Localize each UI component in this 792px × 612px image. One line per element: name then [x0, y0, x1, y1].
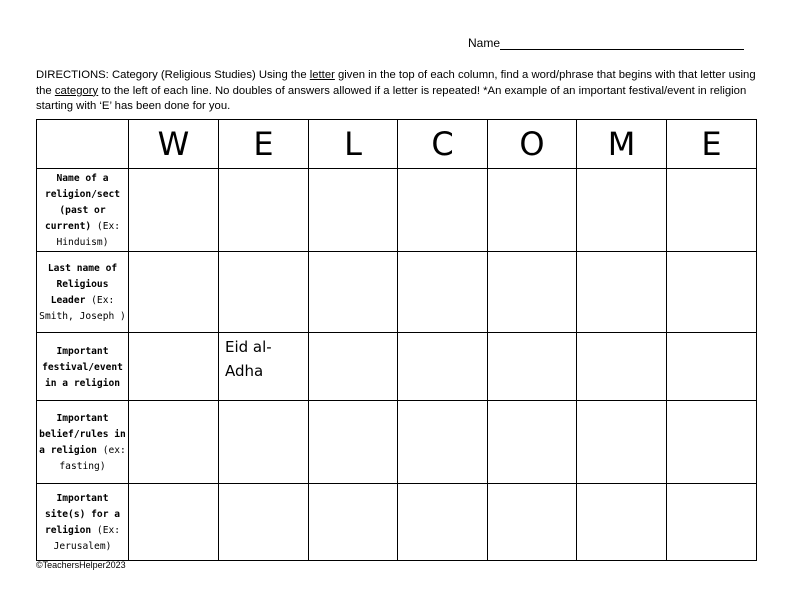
- answer-cell[interactable]: [398, 169, 488, 252]
- letter-header: L: [309, 120, 398, 169]
- letter-header: C: [398, 120, 488, 169]
- answer-cell[interactable]: [129, 333, 219, 401]
- answer-cell[interactable]: [488, 401, 577, 484]
- directions-text-3: to the left of each line. No doubles of answers allowed if a letter is repeated! *An example of an important festival/event in religion starting with ‘E’ has been done for you.: [36, 84, 747, 112]
- directions-underline-category: category: [54, 84, 99, 97]
- welcome-grid: [36, 119, 757, 561]
- answer-cell[interactable]: [129, 401, 219, 484]
- category-row: [37, 401, 757, 484]
- answer-cell[interactable]: [309, 401, 398, 484]
- answer-cell[interactable]: [577, 401, 667, 484]
- name-field[interactable]: [468, 36, 744, 50]
- category-label: Important belief/rules in a religion (ex: fasting): [37, 401, 129, 484]
- answer-cell[interactable]: [398, 484, 488, 561]
- answer-cell[interactable]: [309, 169, 398, 252]
- example-answer[interactable]: Eid al-Adha: [219, 333, 309, 401]
- answer-cell[interactable]: [488, 169, 577, 252]
- answer-cell[interactable]: [398, 333, 488, 401]
- answer-cell[interactable]: [129, 252, 219, 333]
- category-row: [37, 252, 757, 333]
- answer-cell[interactable]: [219, 169, 309, 252]
- answer-cell[interactable]: [667, 333, 757, 401]
- answer-cell[interactable]: [309, 333, 398, 401]
- letter-header: W: [129, 120, 219, 169]
- answer-cell[interactable]: [309, 484, 398, 561]
- answer-cell[interactable]: [219, 484, 309, 561]
- answer-cell[interactable]: [667, 252, 757, 333]
- answer-cell[interactable]: [577, 169, 667, 252]
- category-row: [37, 484, 757, 561]
- answer-cell[interactable]: [577, 333, 667, 401]
- directions-underline-letter: letter: [309, 69, 335, 81]
- answer-cell[interactable]: [667, 169, 757, 252]
- category-row: [37, 333, 757, 401]
- category-label: Last name of Religious Leader (Ex: Smith, Joseph ): [37, 252, 129, 333]
- answer-cell[interactable]: [488, 484, 577, 561]
- answer-cell[interactable]: [219, 401, 309, 484]
- answer-cell[interactable]: [219, 252, 309, 333]
- directions: [36, 68, 756, 115]
- letter-header: O: [488, 120, 577, 169]
- category-label: Important site(s) for a religion (Ex: Jerusalem): [37, 484, 129, 561]
- category-label: Name of a religion/sect (past or current) (Ex: Hinduism): [37, 169, 129, 252]
- directions-text-1: DIRECTIONS: Category (Religious Studies) Using the: [36, 69, 310, 81]
- answer-cell[interactable]: [129, 484, 219, 561]
- copyright-footer: ©TeachersHelper2023: [36, 560, 126, 570]
- answer-cell[interactable]: [488, 333, 577, 401]
- answer-cell[interactable]: [398, 401, 488, 484]
- answer-cell[interactable]: [309, 252, 398, 333]
- answer-cell[interactable]: [129, 169, 219, 252]
- directions-text-2: given in the top of each column, find a word/phrase that begins with that letter using the: [36, 69, 756, 97]
- answer-cell[interactable]: [488, 252, 577, 333]
- answer-cell[interactable]: [667, 401, 757, 484]
- name-label: Name: [468, 36, 501, 50]
- category-label: Important festival/event in a religion: [37, 333, 129, 401]
- category-row: [37, 169, 757, 252]
- letter-header: E: [219, 120, 309, 169]
- answer-cell[interactable]: [577, 252, 667, 333]
- letter-header: E: [667, 120, 757, 169]
- answer-cell[interactable]: [577, 484, 667, 561]
- header-row: [37, 120, 757, 169]
- name-blank[interactable]: [500, 36, 744, 50]
- letter-header: M: [577, 120, 667, 169]
- answer-cell[interactable]: [398, 252, 488, 333]
- corner-cell: [37, 120, 129, 169]
- answer-cell[interactable]: [667, 484, 757, 561]
